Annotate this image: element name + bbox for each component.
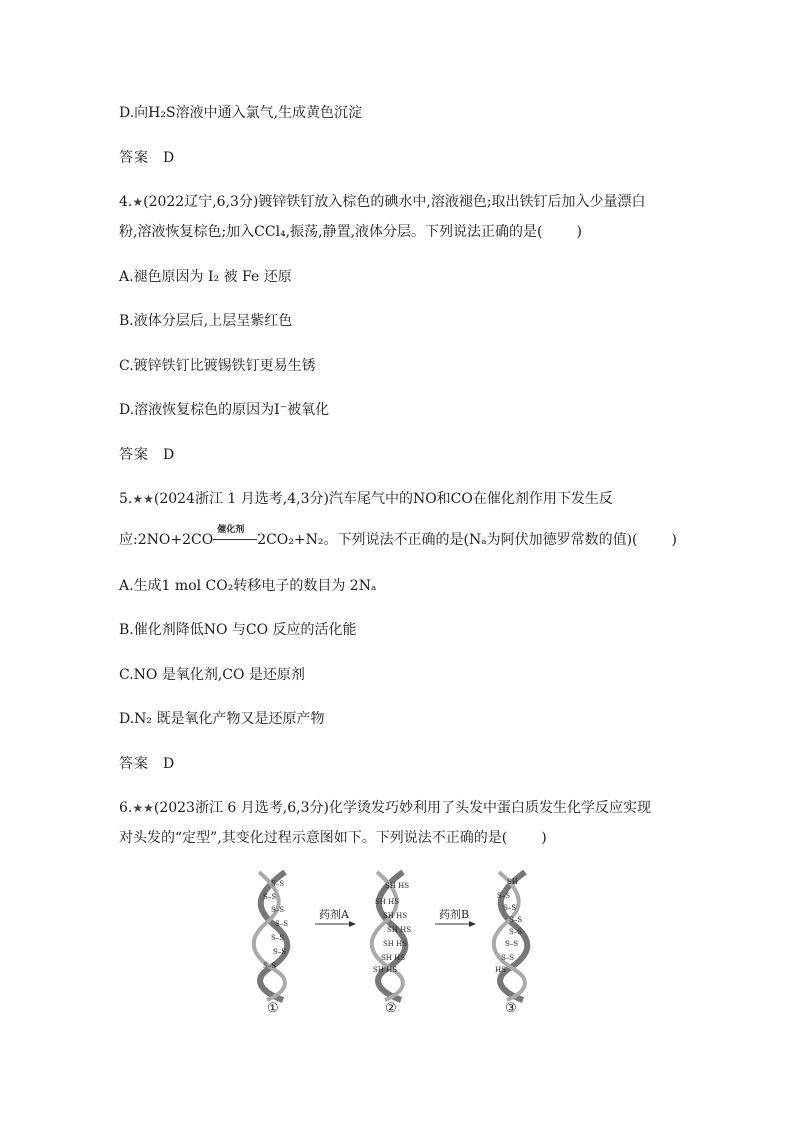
q5-number: 5. xyxy=(119,491,133,507)
ss-bond: S–S xyxy=(273,948,287,956)
sh-hs-group: SH HS xyxy=(381,954,406,962)
helix-2 xyxy=(372,872,411,1000)
difficulty-star-icon: ★ xyxy=(132,195,144,209)
q4-text-1: (2022辽宁,6,3分)镀锌铁钉放入棕色的碘水中,溶液褪色;取出铁钉后加入少量漂白 xyxy=(143,194,646,210)
q5-option-a: A.生成1 mol CO₂转移电子的数目为 2Nₐ xyxy=(119,578,377,594)
ss-bond: S–S xyxy=(271,880,285,888)
q5-option-c: C.NO 是氧化剂,CO 是还原剂 xyxy=(119,667,305,683)
answer-value: D xyxy=(163,447,176,463)
q4-text-2: 粉,溶液恢复棕色;加入CCl₄,振荡,静置,液体分层。下列说法正确的是( xyxy=(119,224,543,240)
sh-hs-group: SH HS xyxy=(375,898,400,906)
ss-bond: S–S xyxy=(263,962,277,970)
label-2: ② xyxy=(385,1001,397,1016)
q5-text-2: 2CO₂+N₂。下列说法不正确的是(Nₐ为阿伏加德罗常数的值)( xyxy=(257,532,638,548)
answer-previous xyxy=(119,148,175,168)
sh-hs-group: SH HS xyxy=(383,940,408,948)
q4-stem-line1 xyxy=(119,192,646,212)
q5-text-1: (2024浙江 1 月选考,4,3分)汽车尾气中的NO和CO在催化剂作用下发生反 xyxy=(153,491,613,507)
ss-bond: S–S xyxy=(275,920,289,928)
q4-paren-close: ) xyxy=(576,224,582,240)
q4-option-d: D.溶液恢复棕色的原因为I⁻被氧化 xyxy=(119,402,330,418)
label-1: ① xyxy=(267,1001,279,1016)
q5-option-d: D.N₂ 既是氧化产物又是还原产物 xyxy=(119,711,325,727)
q6-paren-close: ) xyxy=(541,830,547,846)
q4-option-c: C.镀锌铁钉比镀锡铁钉更易生锈 xyxy=(119,358,316,374)
sh-group: SH xyxy=(507,878,518,886)
ss-bond: S–S xyxy=(497,892,511,900)
q5-stem-line2 xyxy=(119,525,677,550)
q4-stem-line2 xyxy=(119,222,582,242)
q4-number: 4. xyxy=(119,194,133,210)
sh-hs-group: SH HS xyxy=(385,882,410,890)
q4-option-b: B.液体分层后,上层呈紫红色 xyxy=(119,313,293,329)
answer-value: D xyxy=(163,150,176,166)
reagent-b-label: 药剂B xyxy=(439,908,470,921)
ss-bond: S–S xyxy=(509,916,523,924)
sh-hs-group: SH HS xyxy=(373,966,398,974)
q6-text-2: 对头发的“定型”,其变化过程示意图如下。下列说法不正确的是( xyxy=(119,830,508,846)
q5-paren-close: ) xyxy=(671,532,677,548)
ss-bond: S–S xyxy=(509,928,523,936)
sh-hs-group: SH HS xyxy=(383,912,408,920)
difficulty-star-icon: ★★ xyxy=(132,801,154,815)
helix-3 xyxy=(494,872,528,1000)
ss-bond: S–S xyxy=(501,954,515,962)
option-d-previous: D.向H₂S溶液中通入氯气,生成黄色沉淀 xyxy=(119,105,363,121)
q4-option-a: A.褪色原因为 I₂ 被 Fe 还原 xyxy=(119,269,292,285)
answer-label: 答案 xyxy=(119,447,149,463)
ss-bond: S–S xyxy=(271,906,285,914)
q6-stem-line1 xyxy=(119,798,651,818)
catalyst-label: 催化剂 xyxy=(217,525,245,535)
reagent-a-label: 药剂A xyxy=(319,908,349,921)
sh-hs-group: SH HS xyxy=(387,926,412,934)
ss-bond: S–S xyxy=(263,893,277,901)
helix-1 xyxy=(254,872,288,1000)
catalyst-arrow xyxy=(213,525,257,550)
answer-value: D xyxy=(163,756,176,772)
q5-option-b: B.催化剂降低NO 与CO 反应的活化能 xyxy=(119,622,357,638)
q5-answer xyxy=(119,754,175,774)
q6-stem-line2 xyxy=(119,828,547,848)
ss-bond: S–S xyxy=(505,940,519,948)
ss-bond: S–S xyxy=(271,934,285,942)
q5-equation-left: 应:2NO+2CO xyxy=(119,532,214,548)
answer-label: 答案 xyxy=(119,150,149,166)
q6-number: 6. xyxy=(119,800,133,816)
q6-text-1: (2023浙江 6 月选考,6,3分)化学烫发巧妙利用了头发中蛋白质发生化学反应实现 xyxy=(153,800,651,816)
hair-perm-diagram xyxy=(245,866,555,1016)
ss-bond: S–S xyxy=(503,904,517,912)
label-3: ③ xyxy=(505,1001,517,1016)
hs-group: HS xyxy=(495,966,506,974)
q5-stem-line1 xyxy=(119,489,613,509)
difficulty-star-icon: ★★ xyxy=(132,492,154,506)
q4-answer xyxy=(119,445,175,465)
answer-label: 答案 xyxy=(119,756,149,772)
